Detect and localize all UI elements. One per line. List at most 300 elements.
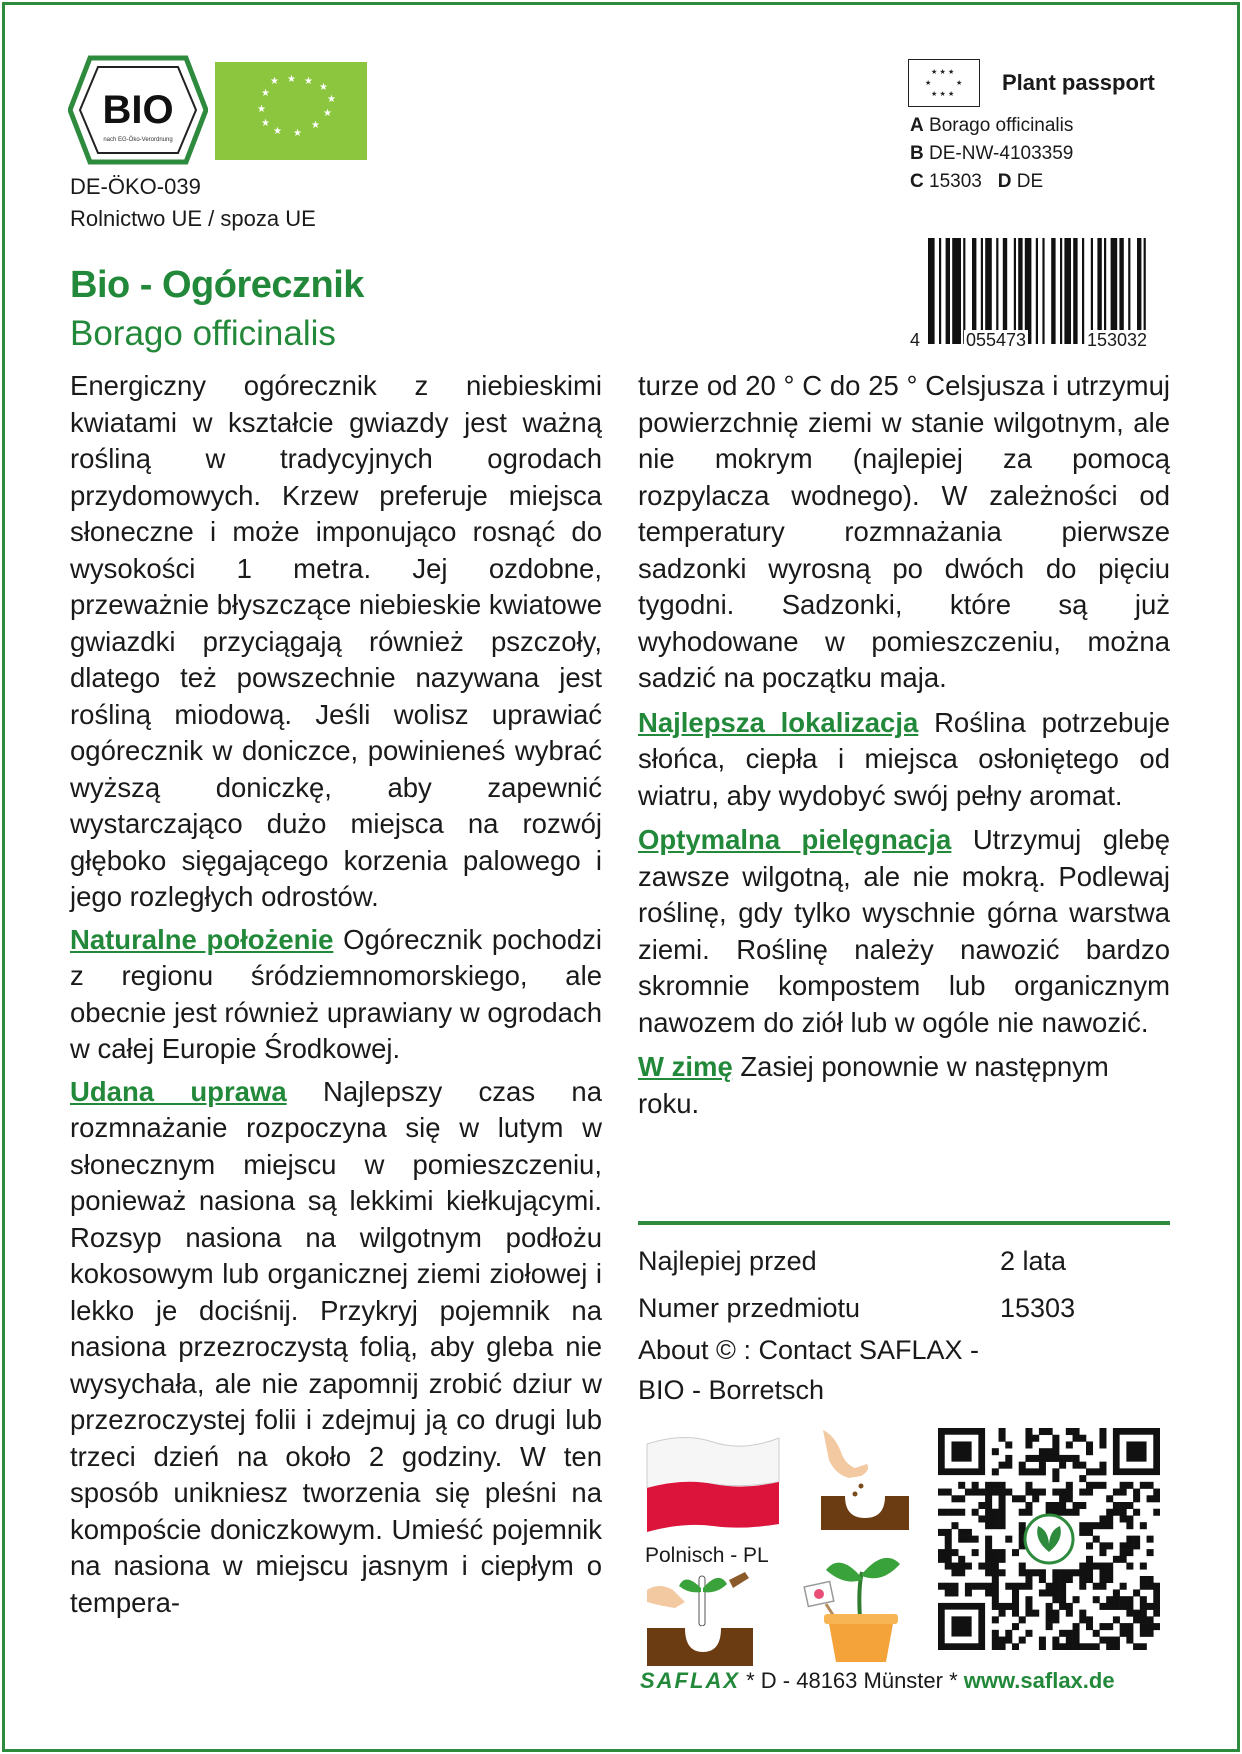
- qr-module: [1046, 1502, 1053, 1509]
- qr-module: [1079, 1435, 1086, 1442]
- qr-module: [1106, 1643, 1113, 1650]
- qr-module: [965, 1529, 972, 1536]
- qr-module: [1066, 1441, 1073, 1448]
- qr-module: [1099, 1482, 1106, 1489]
- qr-module: [1086, 1482, 1093, 1489]
- qr-module: [1066, 1576, 1073, 1583]
- qr-module: [1052, 1455, 1059, 1462]
- qr-module: [1126, 1630, 1133, 1637]
- bio-seal-subtext: nach EG-Öko-Verordnung: [103, 137, 173, 143]
- qr-module: [1025, 1610, 1032, 1617]
- item-number-value: 15303: [1000, 1293, 1076, 1323]
- qr-module: [965, 1589, 972, 1596]
- qr-module: [1073, 1637, 1080, 1644]
- origin-text: Rolnictwo UE / spoza UE: [70, 206, 316, 231]
- qr-module: [1147, 1583, 1154, 1590]
- qr-leaf-badge: [1025, 1515, 1073, 1563]
- qr-module: [1140, 1603, 1147, 1610]
- qr-module: [1079, 1569, 1086, 1576]
- location-text: Roślina potrzebuje słońca, ciepła i miejsca osłoniętego od wiatru, aby wydobyć swój pełny aromat.: [638, 706, 1170, 811]
- sowing-hand-icon: [815, 1424, 915, 1534]
- qr-module: [1073, 1623, 1080, 1630]
- qr-module: [1019, 1616, 1026, 1623]
- qr-module: [978, 1489, 985, 1496]
- qr-module: [1005, 1583, 1012, 1590]
- qr-module: [1086, 1468, 1093, 1475]
- qr-module: [1120, 1630, 1127, 1637]
- qr-module: [1059, 1455, 1066, 1462]
- qr-module: [1079, 1529, 1086, 1536]
- qr-module: [1153, 1495, 1160, 1502]
- qr-module: [1039, 1489, 1046, 1496]
- qr-module: [945, 1583, 952, 1590]
- qr-module: [1106, 1603, 1113, 1610]
- qr-module: [985, 1522, 992, 1529]
- qr-module: [1025, 1583, 1032, 1590]
- care-text: Utrzymuj glebę zawsze wilgotną, ale nie mokrą. Podlewaj roślinę, gdy tylko wyschnie górna warstwa ziemi. Roślinę należy nawozić bardzo skromnie kompostem lub organicznym nawozem do ziół lub w ogóle nie nawozić.: [638, 824, 1171, 1038]
- passport-line-cd: C 15303 D DE: [910, 171, 1044, 192]
- barcode-bar: [985, 238, 992, 344]
- qr-module: [1147, 1495, 1154, 1502]
- qr-module: [1079, 1522, 1086, 1529]
- svg-text:★: ★: [270, 76, 279, 87]
- qr-module: [1066, 1637, 1073, 1644]
- qr-module: [1066, 1482, 1073, 1489]
- qr-module: [1066, 1569, 1073, 1576]
- qr-module: [992, 1576, 999, 1583]
- certification-code: DE-ÖKO-039: [70, 174, 201, 199]
- svg-text:★: ★: [261, 88, 270, 99]
- winter-section: [638, 1049, 1170, 1122]
- svg-text:★: ★: [319, 82, 328, 93]
- qr-module: [992, 1643, 999, 1650]
- qr-module: [1079, 1475, 1086, 1482]
- product-latin-name: Borago officinalis: [70, 314, 336, 353]
- qr-module: [1133, 1643, 1140, 1650]
- natural-section: [70, 922, 602, 1068]
- qr-module: [1012, 1549, 1019, 1556]
- qr-module: [1019, 1637, 1026, 1644]
- qr-module: [1066, 1495, 1073, 1502]
- qr-module: [999, 1482, 1006, 1489]
- qr-module: [1052, 1448, 1059, 1455]
- qr-module: [1066, 1603, 1073, 1610]
- qr-module: [1106, 1515, 1113, 1522]
- qr-module: [1113, 1509, 1120, 1516]
- qr-module: [1079, 1583, 1086, 1590]
- qr-module: [1126, 1610, 1133, 1617]
- qr-module: [1126, 1502, 1133, 1509]
- qr-module: [1073, 1435, 1080, 1442]
- qr-module: [1140, 1583, 1147, 1590]
- qr-module: [1052, 1435, 1059, 1442]
- seedling-transplant-icon: [645, 1568, 755, 1668]
- qr-module: [1106, 1563, 1113, 1570]
- barcode-bar: [1060, 238, 1062, 344]
- qr-module: [958, 1536, 965, 1543]
- qr-module: [985, 1515, 992, 1522]
- qr-module: [1147, 1616, 1154, 1623]
- qr-module: [1032, 1610, 1039, 1617]
- qr-module: [1147, 1630, 1154, 1637]
- qr-module: [1120, 1556, 1127, 1563]
- qr-module: [1019, 1583, 1026, 1590]
- qr-module: [1093, 1630, 1100, 1637]
- qr-module: [1099, 1576, 1106, 1583]
- qr-module: [1012, 1583, 1019, 1590]
- qr-module: [999, 1569, 1006, 1576]
- qr-module: [1140, 1596, 1147, 1603]
- qr-module: [1153, 1583, 1160, 1590]
- qr-module: [1046, 1455, 1053, 1462]
- qr-module: [1133, 1589, 1140, 1596]
- barcode-bar: [1025, 238, 1032, 344]
- qr-module: [985, 1563, 992, 1570]
- qr-module: [999, 1515, 1006, 1522]
- qr-module: [1052, 1489, 1059, 1496]
- qr-module: [1025, 1428, 1032, 1435]
- qr-module: [1039, 1462, 1046, 1469]
- qr-module: [985, 1569, 992, 1576]
- qr-module: [1133, 1536, 1140, 1543]
- qr-module: [945, 1556, 952, 1563]
- qr-module: [1099, 1435, 1106, 1442]
- qr-module: [978, 1563, 985, 1570]
- qr-module: [945, 1542, 952, 1549]
- qr-module: [1039, 1448, 1046, 1455]
- barcode-bar: [939, 238, 941, 344]
- qr-module: [972, 1509, 979, 1516]
- qr-module: [985, 1583, 992, 1590]
- qr-module: [1025, 1569, 1032, 1576]
- best-before-value: 2 lata: [1000, 1246, 1067, 1276]
- qr-module: [1019, 1509, 1026, 1516]
- qr-module: [1093, 1583, 1100, 1590]
- qr-module: [1059, 1495, 1066, 1502]
- qr-module: [1059, 1509, 1066, 1516]
- qr-module: [951, 1522, 958, 1529]
- qr-module: [1019, 1522, 1026, 1529]
- qr-module: [1046, 1623, 1053, 1630]
- barcode-bar: [1064, 238, 1071, 344]
- svg-text:★: ★: [311, 120, 320, 131]
- barcode-bar: [963, 238, 965, 344]
- qr-module: [1086, 1643, 1093, 1650]
- care-section: [638, 822, 1170, 1041]
- qr-module: [1126, 1542, 1133, 1549]
- qr-module: [1133, 1489, 1140, 1496]
- qr-module: [992, 1583, 999, 1590]
- qr-module: [1019, 1495, 1026, 1502]
- qr-module: [1059, 1569, 1066, 1576]
- footer-address: * D - 48163 Münster *: [740, 1668, 964, 1693]
- qr-module: [1032, 1468, 1039, 1475]
- qr-module: [1099, 1468, 1106, 1475]
- qr-module: [1025, 1576, 1032, 1583]
- qr-module: [985, 1482, 992, 1489]
- qr-module: [1039, 1569, 1046, 1576]
- eu-organic-leaf-icon: [215, 62, 367, 160]
- qr-module: [1079, 1563, 1086, 1570]
- passport-line-b: B DE-NW-4103359: [910, 143, 1074, 164]
- qr-module: [1093, 1468, 1100, 1475]
- brand-logo: SAFLAX: [640, 1668, 740, 1693]
- qr-module: [1059, 1576, 1066, 1583]
- qr-module: [1059, 1583, 1066, 1590]
- barcode-bar: [972, 238, 976, 344]
- qr-module: [1073, 1596, 1080, 1603]
- qr-module: [1012, 1596, 1019, 1603]
- barcode-bar: [1003, 238, 1007, 344]
- qr-module: [1079, 1610, 1086, 1617]
- about-line-1: About © : Contact SAFLAX -: [638, 1335, 980, 1365]
- bio-seal-icon: [68, 55, 208, 165]
- qr-module: [1079, 1576, 1086, 1583]
- qr-module: [992, 1522, 999, 1529]
- qr-module: [1099, 1428, 1106, 1435]
- qr-module: [1140, 1563, 1147, 1570]
- qr-module: [1025, 1468, 1032, 1475]
- qr-module: [1086, 1448, 1093, 1455]
- qr-module: [1133, 1542, 1140, 1549]
- qr-module: [945, 1489, 952, 1496]
- qr-module: [1086, 1576, 1093, 1583]
- qr-module: [1052, 1502, 1059, 1509]
- qr-module: [1073, 1428, 1080, 1435]
- qr-module: [965, 1489, 972, 1496]
- qr-module: [1059, 1462, 1066, 1469]
- barcode-bar: [1091, 238, 1093, 344]
- qr-module: [1113, 1643, 1120, 1650]
- qr-module: [985, 1489, 992, 1496]
- qr-module: [938, 1489, 945, 1496]
- qr-module: [1126, 1522, 1133, 1529]
- qr-module: [1086, 1441, 1093, 1448]
- barcode-bar: [952, 238, 961, 344]
- qr-module: [1073, 1569, 1080, 1576]
- qr-module: [1140, 1630, 1147, 1637]
- qr-module: [1099, 1441, 1106, 1448]
- qr-module: [1126, 1596, 1133, 1603]
- qr-module: [951, 1589, 958, 1596]
- qr-module: [951, 1549, 958, 1556]
- qr-module: [1086, 1542, 1093, 1549]
- qr-module: [1120, 1623, 1127, 1630]
- qr-module: [945, 1529, 952, 1536]
- qr-module: [985, 1495, 992, 1502]
- qr-module: [1073, 1455, 1080, 1462]
- natural-label: Naturalne położenie: [70, 923, 334, 955]
- qr-module: [945, 1589, 952, 1596]
- qr-module: [1113, 1556, 1120, 1563]
- qr-module: [1099, 1583, 1106, 1590]
- qr-module: [1005, 1441, 1012, 1448]
- qr-module: [1153, 1603, 1160, 1610]
- qr-module: [1147, 1623, 1154, 1630]
- plant-passport-title: Plant passport: [1002, 70, 1155, 95]
- qr-module: [1073, 1509, 1080, 1516]
- qr-module: [1052, 1616, 1059, 1623]
- qr-module: [1005, 1462, 1012, 1469]
- qr-module: [958, 1509, 965, 1516]
- qr-module: [1032, 1435, 1039, 1442]
- qr-module: [1120, 1596, 1127, 1603]
- qr-module: [1025, 1509, 1032, 1516]
- qr-module: [1093, 1482, 1100, 1489]
- qr-module: [992, 1637, 999, 1644]
- location-label: Najlepsza lokalizacja: [638, 706, 919, 738]
- qr-module: [958, 1556, 965, 1563]
- location-section: [638, 705, 1170, 815]
- qr-module: [1046, 1603, 1053, 1610]
- qr-module: [1093, 1643, 1100, 1650]
- qr-module: [1099, 1542, 1106, 1549]
- qr-module: [1147, 1536, 1154, 1543]
- svg-text:★: ★: [261, 118, 270, 129]
- qr-module: [958, 1563, 965, 1570]
- qr-module: [1039, 1643, 1046, 1650]
- qr-module: [992, 1596, 999, 1603]
- qr-module: [1066, 1489, 1073, 1496]
- qr-module: [951, 1509, 958, 1516]
- intro-paragraph: Energiczny ogórecznik z niebieskimi kwiatami w kształcie gwiazdy jest ważną rośliną w tradycyjnych ogrodach przydomowych. Krzew preferuje miejsca słoneczne i może imponująco rosnąć do wysokości 1 metra. Jej ozdobne, przeważnie błyszczące niebieskie kwiatowe gwiazdki przyciągają również pszczoły, dlatego też powszechnie nazywana jest rośliną miodową. Jeśli wolisz uprawiać ogórecznik w doniczce, powinieneś wybrać wyższą doniczkę, aby zapewnić wystarczająco dużo miejsca na rozwój głęboko sięgającego korzenia palowego i jego rozległych odrostów.: [70, 370, 602, 912]
- qr-module: [972, 1482, 979, 1489]
- qr-module: [1019, 1563, 1026, 1570]
- qr-module: [1032, 1495, 1039, 1502]
- qr-module: [992, 1448, 999, 1455]
- qr-module: [1113, 1596, 1120, 1603]
- qr-module: [1059, 1596, 1066, 1603]
- qr-module: [985, 1502, 992, 1509]
- qr-module: [965, 1536, 972, 1543]
- qr-module: [945, 1536, 952, 1543]
- qr-module: [1086, 1569, 1093, 1576]
- qr-module: [1133, 1509, 1140, 1516]
- barcode-bar: [1128, 238, 1130, 344]
- website-link[interactable]: www.saflax.de: [963, 1668, 1115, 1693]
- qr-module: [972, 1536, 979, 1543]
- qr-module: [1012, 1643, 1019, 1650]
- qr-module: [1005, 1637, 1012, 1644]
- qr-module: [1153, 1596, 1160, 1603]
- qr-module: [1120, 1515, 1127, 1522]
- svg-text:★ ★ ★: ★ ★ ★: [931, 68, 955, 76]
- barcode-bar: [1104, 238, 1106, 344]
- barcode-bar: [981, 238, 983, 344]
- qr-module: [1032, 1569, 1039, 1576]
- qr-module: [1093, 1522, 1100, 1529]
- qr-module: [1025, 1455, 1032, 1462]
- svg-text:★: ★: [925, 79, 932, 87]
- qr-module: [1106, 1522, 1113, 1529]
- qr-module: [1066, 1643, 1073, 1650]
- qr-module: [945, 1563, 952, 1570]
- cultivation-text: Najlepszy czas na rozmnażanie rozpoczyna się w lutym w słonecznym miejscu w pomieszczeniu, ponieważ nasiona są lekkimi kiełkującymi. Rozsyp nasiona na wilgotnym podłożu kokosowym lub organicznej ziemi ziołowej i lekko je dociśnij. Przykryj pojemnik na nasiona przezroczystą folią, aby gleba nie wysychała, ale nie zapomnij zrobić dziur w przezroczystej folii i zdejmuj ją co drugi lub trzeci dzień na około 2 godziny. W ten sposób unikniesz tworzenia się pleśni na kompoście doniczkowym. Umieść pojemnik na nasiona w miejscu jasnym i ciepłym o tempera-: [70, 1075, 603, 1618]
- qr-finder-core: [1126, 1441, 1146, 1461]
- qr-module: [1032, 1489, 1039, 1496]
- qr-module: [1153, 1610, 1160, 1617]
- qr-module: [1147, 1482, 1154, 1489]
- qr-module: [1052, 1583, 1059, 1590]
- qr-module: [1126, 1549, 1133, 1556]
- qr-module: [1059, 1630, 1066, 1637]
- qr-module: [938, 1529, 945, 1536]
- qr-module: [1086, 1616, 1093, 1623]
- qr-module: [1052, 1569, 1059, 1576]
- qr-module: [999, 1556, 1006, 1563]
- qr-module: [1079, 1616, 1086, 1623]
- polish-flag-icon: [643, 1430, 783, 1534]
- barcode: [928, 238, 1170, 344]
- qr-module: [978, 1515, 985, 1522]
- qr-module: [1025, 1502, 1032, 1509]
- qr-module: [1052, 1576, 1059, 1583]
- qr-module: [1099, 1462, 1106, 1469]
- qr-module: [972, 1489, 979, 1496]
- qr-module: [1086, 1563, 1093, 1570]
- winter-label: W zimę: [638, 1051, 733, 1082]
- qr-module: [1086, 1529, 1093, 1536]
- barcode-bar: [1051, 238, 1055, 344]
- qr-module: [1093, 1563, 1100, 1570]
- qr-module: [1079, 1462, 1086, 1469]
- qr-module: [1099, 1563, 1106, 1570]
- qr-module: [1120, 1509, 1127, 1516]
- qr-module: [1025, 1630, 1032, 1637]
- qr-module: [1066, 1630, 1073, 1637]
- qr-module: [1153, 1623, 1160, 1630]
- cultivation-continued: turze od 20 ° C do 25 ° Celsjusza i utrzymuj powierzchnię ziemi w stanie wilgotnym, ale nie mokrym (najlepiej za pomocą rozpylacza wodnego). W zależności od temperatury rozmnażania pierwsze sadzonki wyrosną po dwóch do pięciu tygodni. Sadzonki, które są już wyhodowane w pomieszczeniu, można sadzić na początku maja.: [638, 370, 1170, 693]
- potted-seedling-icon: [800, 1548, 920, 1664]
- qr-module: [999, 1495, 1006, 1502]
- qr-module: [1140, 1623, 1147, 1630]
- qr-module: [1120, 1583, 1127, 1590]
- qr-module: [999, 1549, 1006, 1556]
- qr-module: [1073, 1643, 1080, 1650]
- qr-module: [985, 1589, 992, 1596]
- qr-module: [1059, 1502, 1066, 1509]
- qr-module: [1025, 1482, 1032, 1489]
- qr-module: [958, 1529, 965, 1536]
- qr-module: [1039, 1589, 1046, 1596]
- qr-module: [1079, 1489, 1086, 1496]
- qr-module: [958, 1495, 965, 1502]
- qr-module: [938, 1556, 945, 1563]
- qr-module: [1025, 1603, 1032, 1610]
- qr-module: [1073, 1502, 1080, 1509]
- qr-module: [1140, 1522, 1147, 1529]
- qr-module: [1012, 1610, 1019, 1617]
- qr-module: [1046, 1610, 1053, 1617]
- qr-module: [1099, 1603, 1106, 1610]
- qr-module: [1012, 1589, 1019, 1596]
- barcode-bar: [946, 238, 950, 344]
- qr-module: [1012, 1623, 1019, 1630]
- qr-module: [1005, 1489, 1012, 1496]
- qr-module: [945, 1509, 952, 1516]
- svg-text:★: ★: [287, 74, 296, 85]
- qr-module: [1093, 1596, 1100, 1603]
- qr-module: [1073, 1462, 1080, 1469]
- qr-module: [1099, 1637, 1106, 1644]
- barcode-bar: [1014, 238, 1016, 344]
- qr-module: [965, 1583, 972, 1590]
- qr-module: [1073, 1630, 1080, 1637]
- cultivation-label: Udana uprawa: [70, 1075, 287, 1107]
- qr-module: [1012, 1495, 1019, 1502]
- qr-module: [1052, 1475, 1059, 1482]
- qr-module: [1059, 1489, 1066, 1496]
